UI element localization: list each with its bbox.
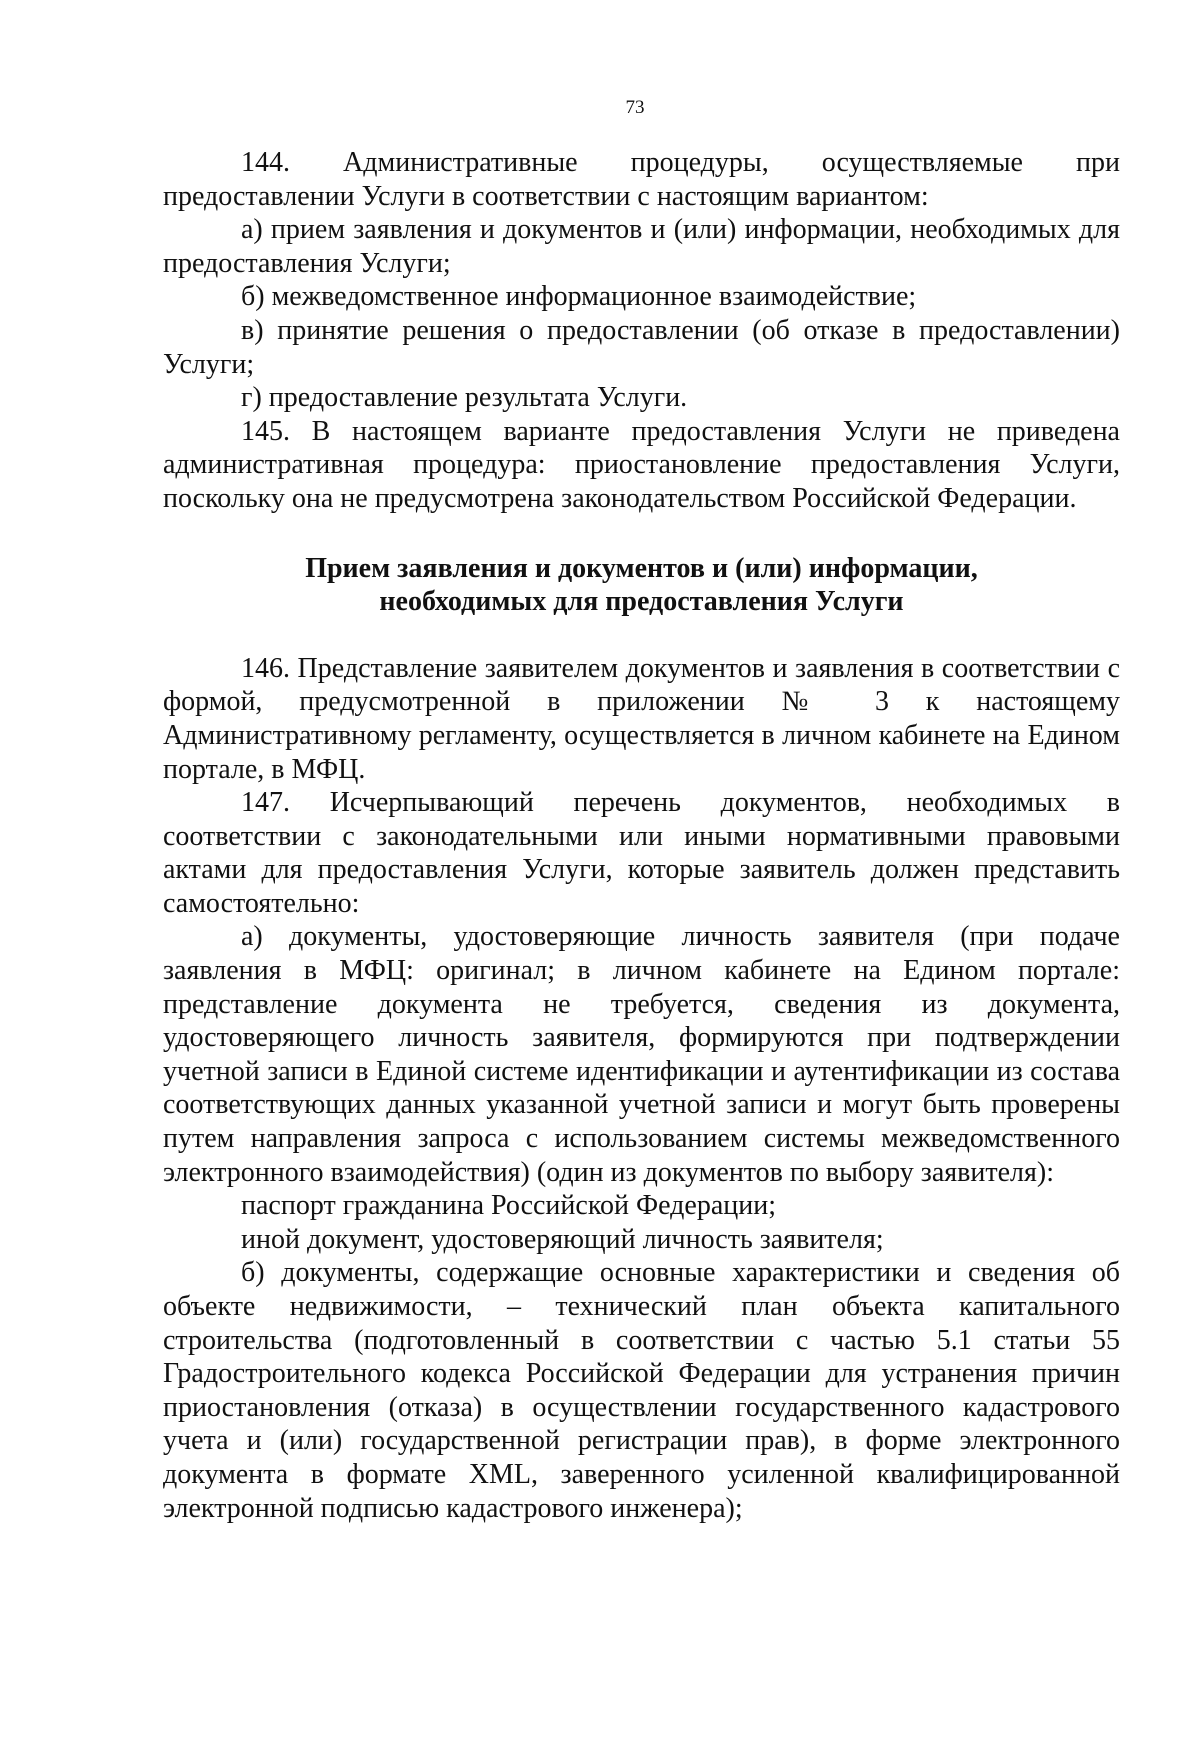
- section-heading-line-2: необходимых для предоставления Услуги: [379, 586, 904, 618]
- paragraph-145: 145. В настоящем варианте предоставления Услуги не приведена административная процедура: приостановление предоставления Услуги, поскольку она не предусмотрена законодательством Российской Федерации.: [163, 415, 1120, 514]
- paragraph-146: 146. Представление заявителем документов и заявления в соответствии с формой, предусмотренной в приложении № 3 к настоящему Административному регламенту, осуществляется в личном кабинете на Едином портале, в МФЦ.: [163, 652, 1120, 785]
- list-item-v: в) принятие решения о предоставлении (об отказе в предоставлении) Услуги;: [163, 314, 1120, 380]
- section-heading-line-1: Прием заявления и документов и (или) информации,: [305, 552, 978, 584]
- list-item-147-a: а) документы, удостоверяющие личность заявителя (при подаче заявления в МФЦ: оригинал; в личном кабинете на Едином портале: представление документа не требуется, сведения из документа, удостоверяющего личность заявителя, формируются при подтверждении учетной записи в Единой системе идентификации и аутентификации из состава соответствующих данных указанной учетной записи и могут быть проверены путем направления запроса с использованием системы межведомственного электронного взаимодействия) (один из документов по выбору заявителя):: [163, 921, 1120, 1188]
- page-number: 73: [625, 97, 645, 118]
- paragraph-147: 147. Исчерпывающий перечень документов, необходимых в соответствии с законодательными или иными нормативными правовыми актами для предоставления Услуги, которые заявитель должен представить самостоятельно:: [163, 787, 1120, 919]
- list-item-a: а) прием заявления и документов и (или) информации, необходимых для предоставления Услуги;: [163, 214, 1120, 279]
- list-item-147-b: б) документы, содержащие основные характеристики и сведения об объекте недвижимости, – технический план объекта капитального строительства (подготовленный в соответствии с частью 5.1 статьи 55 Градостроительного кодекса Российской Федерации для устранения причин приостановления (отказа) в осуществлении государственного кадастрового учета и (или) государственной регистрации прав), в форме электронного документа в формате XML, заверенного усиленной квалифицированной электронной подписью кадастрового инженера);: [163, 1257, 1120, 1524]
- list-item-b: б) межведомственное информационное взаимодействие;: [241, 281, 917, 313]
- list-item-other-id: иной документ, удостоверяющий личность заявителя;: [241, 1223, 884, 1255]
- document-body: [163, 146, 1120, 1525]
- list-item-g: г) предоставление результата Услуги.: [241, 382, 688, 414]
- section-heading: [163, 552, 1120, 619]
- list-item-passport: паспорт гражданина Российской Федерации;: [241, 1190, 777, 1222]
- paragraph-144-intro: 144. Административные процедуры, осуществляемые при предоставлении Услуги в соответствии с настоящим вариантом:: [163, 147, 1120, 212]
